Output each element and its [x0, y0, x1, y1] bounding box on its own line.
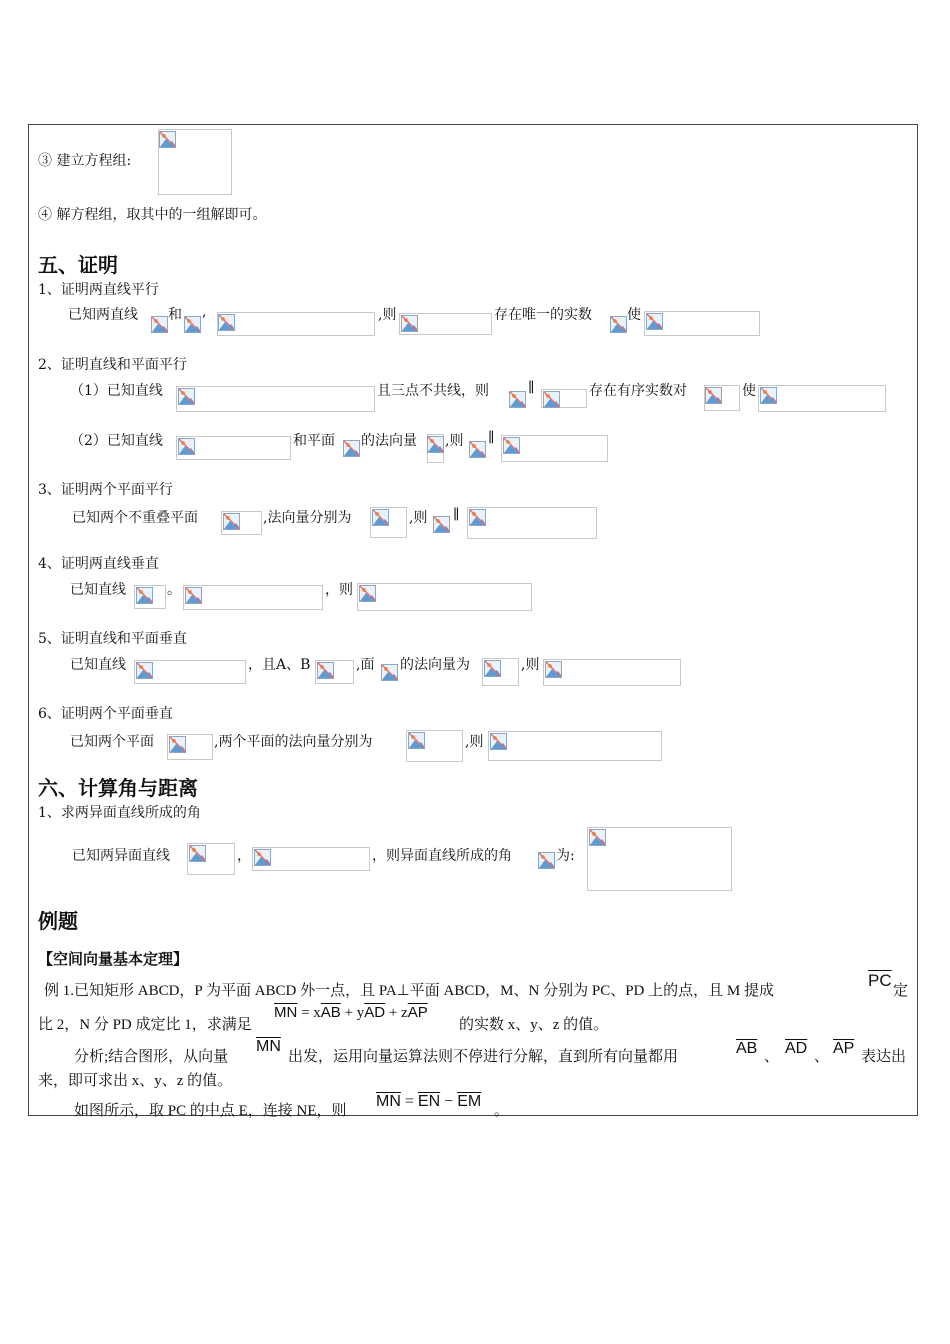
s5-2-heading: 2、证明直线和平面平行	[38, 357, 187, 373]
broken-image-icon	[178, 388, 195, 405]
s6-1-text-d: 为:	[556, 848, 575, 864]
solution-end: 。	[494, 1103, 510, 1119]
s5-1-text-b: 和	[168, 307, 182, 323]
s5-4-text-c: ，则	[325, 582, 353, 598]
s5-2-l2-b: 和平面	[293, 433, 335, 449]
broken-image-icon	[760, 387, 777, 404]
step-4-text: ④ 解方程组，取其中的一组解即可。	[38, 207, 267, 223]
broken-image-icon	[705, 387, 722, 404]
broken-image-icon	[484, 660, 501, 677]
section-6-title: 六、计算角与距离	[38, 776, 198, 800]
s5-5-text-e: ,则	[521, 657, 540, 673]
s5-4-text-b: 。	[167, 582, 181, 598]
s5-1-text-a: 已知两直线	[68, 307, 138, 323]
broken-image-icon	[159, 131, 176, 148]
s5-2-l1-b: 且三点不共线，则	[377, 383, 489, 399]
example-1-line-1: 例 1.已知矩形 ABCD，P 为平面 ABCD 外一点，且 PA⊥平面 ABCD，M、N 分别为 PC、PD 上的点，且 M 提成	[44, 983, 774, 999]
formula-box	[488, 731, 662, 761]
broken-image-icon	[503, 437, 520, 454]
broken-image-icon	[427, 436, 444, 453]
broken-image-icon	[185, 587, 202, 604]
broken-image-icon	[646, 313, 663, 330]
s6-1-text-b: ，	[237, 848, 251, 864]
formula-box	[176, 386, 375, 412]
broken-image-icon	[218, 314, 235, 331]
s5-6-heading: 6、证明两个平面垂直	[38, 706, 173, 722]
vector-pc: $\overline{PC}$	[868, 971, 892, 990]
s5-5-text-b: ，且A、B	[248, 657, 311, 673]
s5-6-text-c: ,则	[465, 734, 484, 750]
s6-1-text-c: ，则异面直线所成的角	[372, 848, 512, 864]
broken-image-icon	[408, 732, 425, 749]
vector-equation: $\overline{MN} = x\overline{AB} + y\overline{AD} + z\overline{AP}$	[274, 1004, 428, 1021]
broken-image-icon	[490, 733, 507, 750]
s6-1-text-a: 已知两异面直线	[72, 848, 170, 864]
s5-3-heading: 3、证明两个平面平行	[38, 482, 173, 498]
formula-box	[543, 659, 681, 686]
vector-ad: $\overline{AD}$	[785, 1040, 808, 1057]
formula-box	[467, 507, 597, 539]
example-1-line-1-end: 定	[893, 983, 909, 999]
vector-mn: $\overline{MN}$	[256, 1038, 281, 1055]
broken-image-icon	[184, 316, 201, 333]
broken-image-icon	[223, 513, 240, 530]
broken-image-icon	[359, 585, 376, 602]
s5-5-text-a: 已知直线	[70, 657, 126, 673]
s5-2-l1-a: （1）已知直线	[70, 383, 163, 399]
s5-2-l1-c: ∥	[528, 380, 535, 396]
vector-ab: $\overline{AB}$	[736, 1040, 758, 1057]
s5-3-text-c: ,则	[409, 510, 428, 526]
s5-1-text-d: ,则	[378, 307, 397, 323]
formula-box	[357, 583, 532, 611]
broken-image-icon	[538, 852, 555, 869]
broken-image-icon	[317, 662, 334, 679]
broken-image-icon	[136, 662, 153, 679]
broken-image-icon	[372, 509, 389, 526]
broken-image-icon	[401, 315, 418, 332]
solution-text-a: 如图所示，取 PC 的中点 E，连接 NE，则	[74, 1103, 347, 1119]
s5-3-text-b: ,法向量分别为	[263, 510, 352, 526]
vector-ap: $\overline{AP}$	[833, 1040, 855, 1057]
broken-image-icon	[469, 441, 486, 458]
s5-2-l1-e: 使	[742, 383, 756, 399]
broken-image-icon	[509, 391, 526, 408]
analysis-text-a: 分析;结合图形，从向量	[74, 1049, 229, 1065]
broken-image-icon	[178, 438, 195, 455]
s5-3-text-a: 已知两个不重叠平面	[72, 510, 198, 526]
broken-image-icon	[543, 391, 560, 408]
s5-5-heading: 5、证明直线和平面垂直	[38, 631, 187, 647]
s5-4-heading: 4、证明两直线垂直	[38, 556, 159, 572]
broken-image-icon	[151, 316, 168, 333]
s5-1-heading: 1、证明两直线平行	[38, 282, 159, 298]
broken-image-icon	[381, 664, 398, 681]
formula-box	[217, 312, 375, 336]
s5-1-text-f: 使	[627, 307, 641, 323]
s5-1-text-e: 存在唯一的实数	[494, 307, 592, 323]
analysis-text-c: 表达出	[861, 1049, 907, 1065]
s5-3-text-d: ∥	[453, 507, 460, 523]
s6-1-heading: 1、求两异面直线所成的角	[38, 805, 201, 821]
broken-image-icon	[254, 849, 271, 866]
broken-image-icon	[610, 316, 627, 333]
s5-4-text-a: 已知直线	[70, 582, 126, 598]
s5-2-l1-d: 存在有序实数对	[589, 383, 687, 399]
example-1-line-2-end: 的实数 x、y、z 的值。	[459, 1017, 609, 1033]
section-5-title: 五、证明	[38, 253, 118, 277]
examples-title: 例题	[38, 909, 78, 933]
broken-image-icon	[136, 587, 153, 604]
s5-2-l2-c: 的法向量	[361, 433, 417, 449]
broken-image-icon	[433, 516, 450, 533]
s5-5-text-c: ,面	[356, 657, 375, 673]
theorem-heading: 【空间向量基本定理】	[38, 950, 189, 968]
formula-box	[183, 585, 323, 610]
broken-image-icon	[169, 736, 186, 753]
formula-box	[587, 827, 732, 891]
s5-5-text-d: 的法向量为	[400, 657, 470, 673]
step-3-text: ③ 建立方程组:	[38, 153, 132, 169]
s5-6-text-a: 已知两个平面	[70, 734, 154, 750]
analysis-text-d: 来，即可求出 x、y、z 的值。	[38, 1073, 233, 1089]
broken-image-icon	[469, 509, 486, 526]
analysis-sep-1: 、	[764, 1049, 780, 1065]
analysis-sep-2: 、	[814, 1049, 830, 1065]
s5-6-text-b: ,两个平面的法向量分别为	[214, 734, 373, 750]
solution-equation: $\overline{MN} = \overline{EN} - \overline{EM}$	[376, 1093, 482, 1110]
s5-2-l2-d: ,则	[445, 433, 464, 449]
example-1-line-2: 比 2，N 分 PD 成定比 1，求满足	[38, 1017, 252, 1033]
formula-box	[758, 385, 886, 412]
s5-2-l2-e: ∥	[488, 430, 495, 446]
broken-image-icon	[343, 440, 360, 457]
broken-image-icon	[589, 829, 606, 846]
broken-image-icon	[545, 661, 562, 678]
broken-image-icon	[189, 845, 206, 862]
s5-2-l2-a: （2）已知直线	[70, 433, 163, 449]
s5-1-text-c: ,	[202, 304, 207, 320]
analysis-text-b: 出发，运用向量运算法则不停进行分解，直到所有向量都用	[288, 1049, 679, 1065]
